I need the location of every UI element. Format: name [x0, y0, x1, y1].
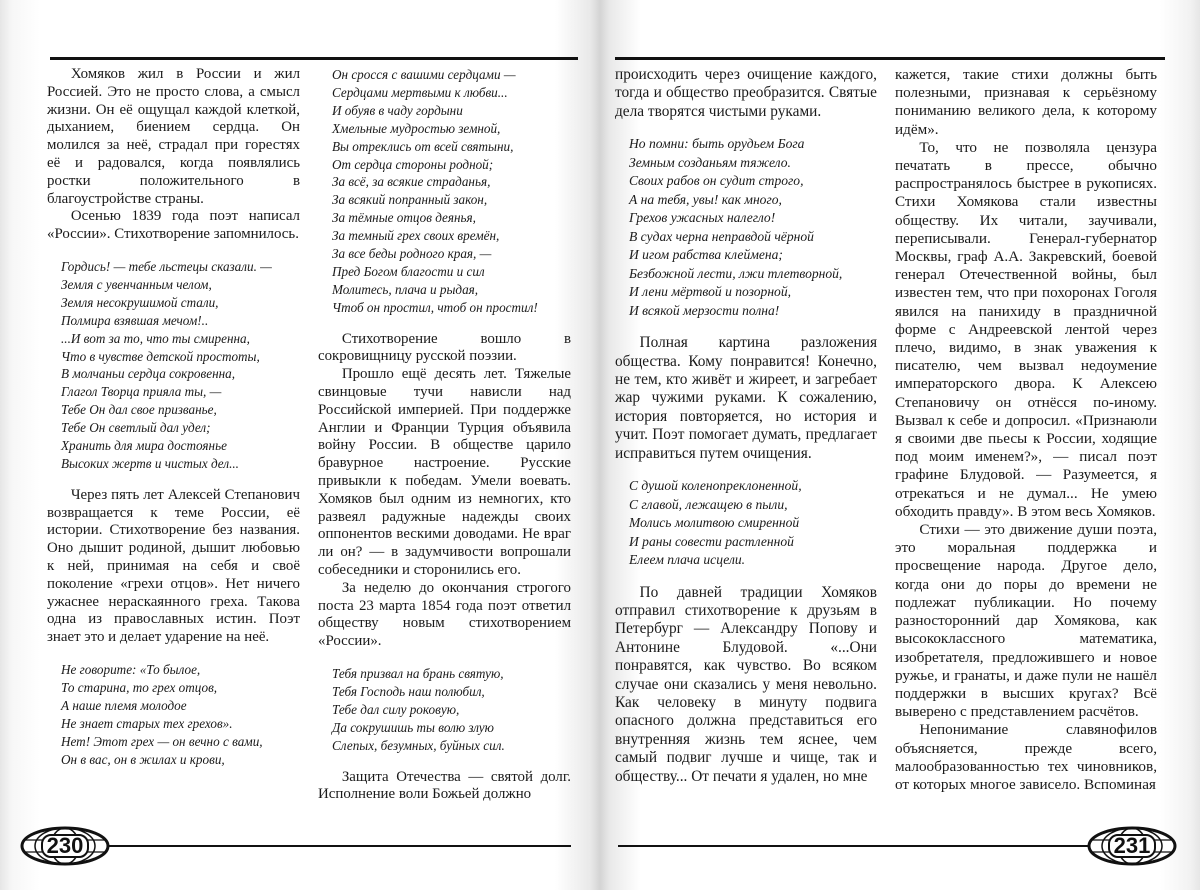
poem-line: А на тебя, увы! как много, — [629, 191, 782, 207]
left-page-column-2 — [318, 66, 571, 804]
poem-line: Полмира взявшая мечом!.. — [61, 312, 209, 328]
poem-line: Высоких жертв и чистых дел... — [61, 455, 239, 471]
poem-stanza — [615, 135, 877, 320]
page-number: 230 — [46, 833, 84, 858]
poem-stanza — [615, 477, 877, 570]
right-page-column-1 — [615, 66, 877, 786]
poem-stanza — [47, 661, 300, 768]
poem-line: Хмельные мудростью земной, — [332, 120, 501, 136]
poem-line: А наше племя молодое — [61, 697, 187, 713]
poem-stanza — [318, 66, 571, 317]
poem-line: Да сокрушишь ты волю злую — [332, 719, 494, 735]
poem-line: С душой коленопреклоненной, — [629, 478, 802, 494]
poem-line: Сердцами мертвыми к любви... — [332, 84, 508, 100]
poem-line: Что в чувстве детской простоты, — [61, 348, 260, 364]
body-paragraph: За неделю до окончания строгого поста 23 марта 1854 года поэт ответил обществу новым стихотворением «России». — [318, 579, 571, 650]
poem-line: Чтоб он простил, чтоб он простил! — [332, 299, 538, 315]
poem-line: Он в вас, он в жилах и крови, — [61, 751, 225, 767]
poem-line: Тебя призвал на брань святую, — [332, 666, 504, 682]
right-page-number-badge — [1087, 826, 1177, 866]
poem-line: Молись молитвою смиренной — [629, 515, 800, 531]
poem-line: И обуяв в чаду гордыни — [332, 102, 463, 118]
poem-line: Он сросся с вашими сердцами — — [332, 67, 516, 82]
body-paragraph: Полная картина разложения общества. Кому понравится! Конечно, не тем, кто живёт и жиреет, и загребает жар чужими руками. К сожалению, история повторяется, но история и учит. Поэт помогает думать, предлагает исправиться путем очищения. — [615, 334, 877, 462]
right-folio-rule — [618, 845, 1088, 847]
poem-line: От сердца стороны родной; — [332, 156, 494, 172]
poem-line: Земля с увенчанным челом, — [61, 276, 212, 292]
poem-line: Молитесь, плача и рыдая, — [332, 281, 479, 297]
poem-line: Тебя Господь наш полюбил, — [332, 683, 485, 699]
poem-line: Грехов ужасных налегло! — [629, 210, 776, 226]
body-paragraph: кажется, такие стихи должны быть полезными, признавая к серьёзному пониманию великого дела, к которому идём». — [895, 66, 1157, 138]
poem-line: Не знает старых тех грехов». — [61, 715, 233, 731]
poem-line: ...И вот за то, что ты смиренна, — [61, 330, 250, 346]
poem-line: И игом рабства клеймена; — [629, 247, 783, 263]
poem-line: Глагол Творца прияла ты, — — [61, 384, 222, 400]
poem-line: Слепых, безумных, буйных сил. — [332, 737, 505, 753]
body-paragraph: Хомяков жил в России и жил Россией. Это не просто слова, а смысл жизни. Он её ощущал каждой клеткой, дыханием, биением сердца. Он молился за неё, страдал при горестях её и радовался, когда появлялись ростки положительного в благоустройстве страны. — [47, 66, 300, 207]
poem-line: И раны совести растленной — [629, 533, 794, 549]
poem-line: С главой, лежащею в пыли, — [629, 496, 788, 512]
left-page-top-rule — [50, 57, 578, 60]
poem-line: Своих рабов он судит строго, — [629, 173, 804, 189]
left-folio-rule — [105, 845, 571, 847]
poem-line: Но помни: быть орудьем Бога — [629, 136, 805, 152]
poem-line: Вы отреклись от всей святыни, — [332, 138, 514, 154]
poem-line: И лени мёртвой и позорной, — [629, 284, 792, 300]
body-paragraph: Осенью 1839 года поэт написал «России». Стихотворение запомнилось. — [47, 208, 300, 243]
right-page-top-rule — [615, 57, 1165, 60]
body-paragraph: Защита Отечества — святой долг. Исполнение воли Божьей должно — [318, 768, 571, 803]
body-paragraph: Стихотворение вошло в сокровищницу русской поэзии. — [318, 330, 571, 365]
poem-line: Нет! Этот грех — он вечно с вами, — [61, 733, 263, 749]
poem-line: Пред Богом благости и сил — [332, 263, 485, 279]
poem-line: В молчаньи сердца сокровенна, — [61, 366, 236, 382]
poem-line: Безбожной лести, лжи тлетворной, — [629, 265, 843, 281]
page-number: 231 — [1113, 833, 1151, 858]
body-paragraph: Прошло ещё десять лет. Тяжелые свинцовые тучи нависли над Российской империей. При поддержке Англии и Франции Турция объявила войну России. В обществе царило бравурное настроение. Русские привыкли к победам. Умели воевать. Хомяков был одним из немногих, кто развеял радужные надежды своих оппонентов вескими доводами. Не враг ли он? — в задумчивости вопрошали собеседники и сторонились его. — [318, 366, 571, 579]
body-paragraph: Стихи — это движение души поэта, это моральная поддержка и просвещение народа. Другое дело, когда они до поры до времени не подлежат публикации. Но почему разносторонний дар Хомякова, как высококлассного математика, изобретателя, предложившего и новое ружье, и гранаты, и даже пули не нашёл поддержки в высших кругах? Всё выверено с представлением расчётов. — [895, 521, 1157, 721]
poem-stanza — [318, 665, 571, 755]
poem-line: Гордись! — тебе льстецы сказали. — — [61, 258, 272, 274]
left-page-number-badge — [20, 826, 110, 866]
poem-line: Хранить для мира достоянье — [61, 438, 227, 454]
body-paragraph: То, что не позволяла цензура печатать в прессе, обычно распространялось быстрее в рукописях. Стихи Хомякова стали известны обществу. Их читали, заучивали, переписывали. Генерал-губернатор Москвы, граф А.А. Закревский, боевой генерал Отечественной войны, был известен тем, что при похоронах Гоголя явился на панихиду в праздничной форме с Андреевской лентой через плечо, видимо, в знак уважения к писателю, чем вызвал недоумение императорского двора. К Алексею Степановичу он отнёсся по-иному. Вызвал к себе и допросил. «Признаюли я своими две пьесы к России, ходящие под моим именем?», — писал поэт графине Блудовой. — Разумеется, я отрекаться и не думал... Не умею обходить правду». В этом весь Хомяков. — [895, 138, 1157, 520]
poem-line: Тебе дал силу роковую, — [332, 701, 460, 717]
poem-line: В судах черна неправдой чёрной — [629, 228, 814, 244]
body-paragraph: Непонимание славянофилов объясняется, прежде всего, малообразованностью тех чиновников, от которых многое зависело. Вспоминая — [895, 721, 1157, 793]
poem-line: Тебе Он дал свое призванье, — [61, 402, 217, 418]
right-page-column-2 — [895, 66, 1157, 794]
poem-stanza — [47, 258, 300, 473]
poem-line: Елеем плача исцели. — [629, 552, 746, 568]
poem-line: Не говорите: «То былое, — [61, 662, 201, 678]
poem-line: За тёмные отцов деянья, — [332, 210, 476, 226]
body-paragraph: Через пять лет Алексей Степанович возвращается к теме России, её истории. Стихотворение без названия. Оно дышит родиной, дышит любовью к ней, принимая на себя и своё поколение «грехи отцов». Нет ничего ужаснее нераскаянного греха. Такова одна из православных истин. Поэт знает это и делает ударение на неё. — [47, 486, 300, 646]
poem-line: За темный грех своих времён, — [332, 228, 500, 244]
poem-line: И всякой мерзости полна! — [629, 302, 780, 318]
poem-line: Тебе Он светлый дал удел; — [61, 420, 211, 436]
poem-line: За всякий попранный закон, — [332, 192, 488, 208]
poem-line: За всё, за всякие страданья, — [332, 174, 491, 190]
body-paragraph: происходить через очищение каждого, тогда и общество преобразится. Святые дела творятся чистыми руками. — [615, 66, 877, 120]
poem-line: Земным созданьям тяжело. — [629, 154, 791, 170]
poem-line: То старина, то грех отцов, — [61, 679, 218, 695]
body-paragraph: По давней традиции Хомяков отправил стихотворение к друзьям в Петербург — Александру Попову и Антонине Блудовой. «...Они понравятся, как чувство. Во всяком случае они сказались у меня невольно. Как человеку в минуту подвига опасного должна представиться его внутренняя жизнь тем яснее, чем самый подвиг лучше и чище, так и обществу... От печати я удален, но мне — [615, 583, 877, 785]
poem-line: Земля несокрушимой стали, — [61, 294, 219, 310]
left-page-column-1 — [47, 66, 300, 782]
poem-line: За все беды родного края, — — [332, 246, 492, 262]
